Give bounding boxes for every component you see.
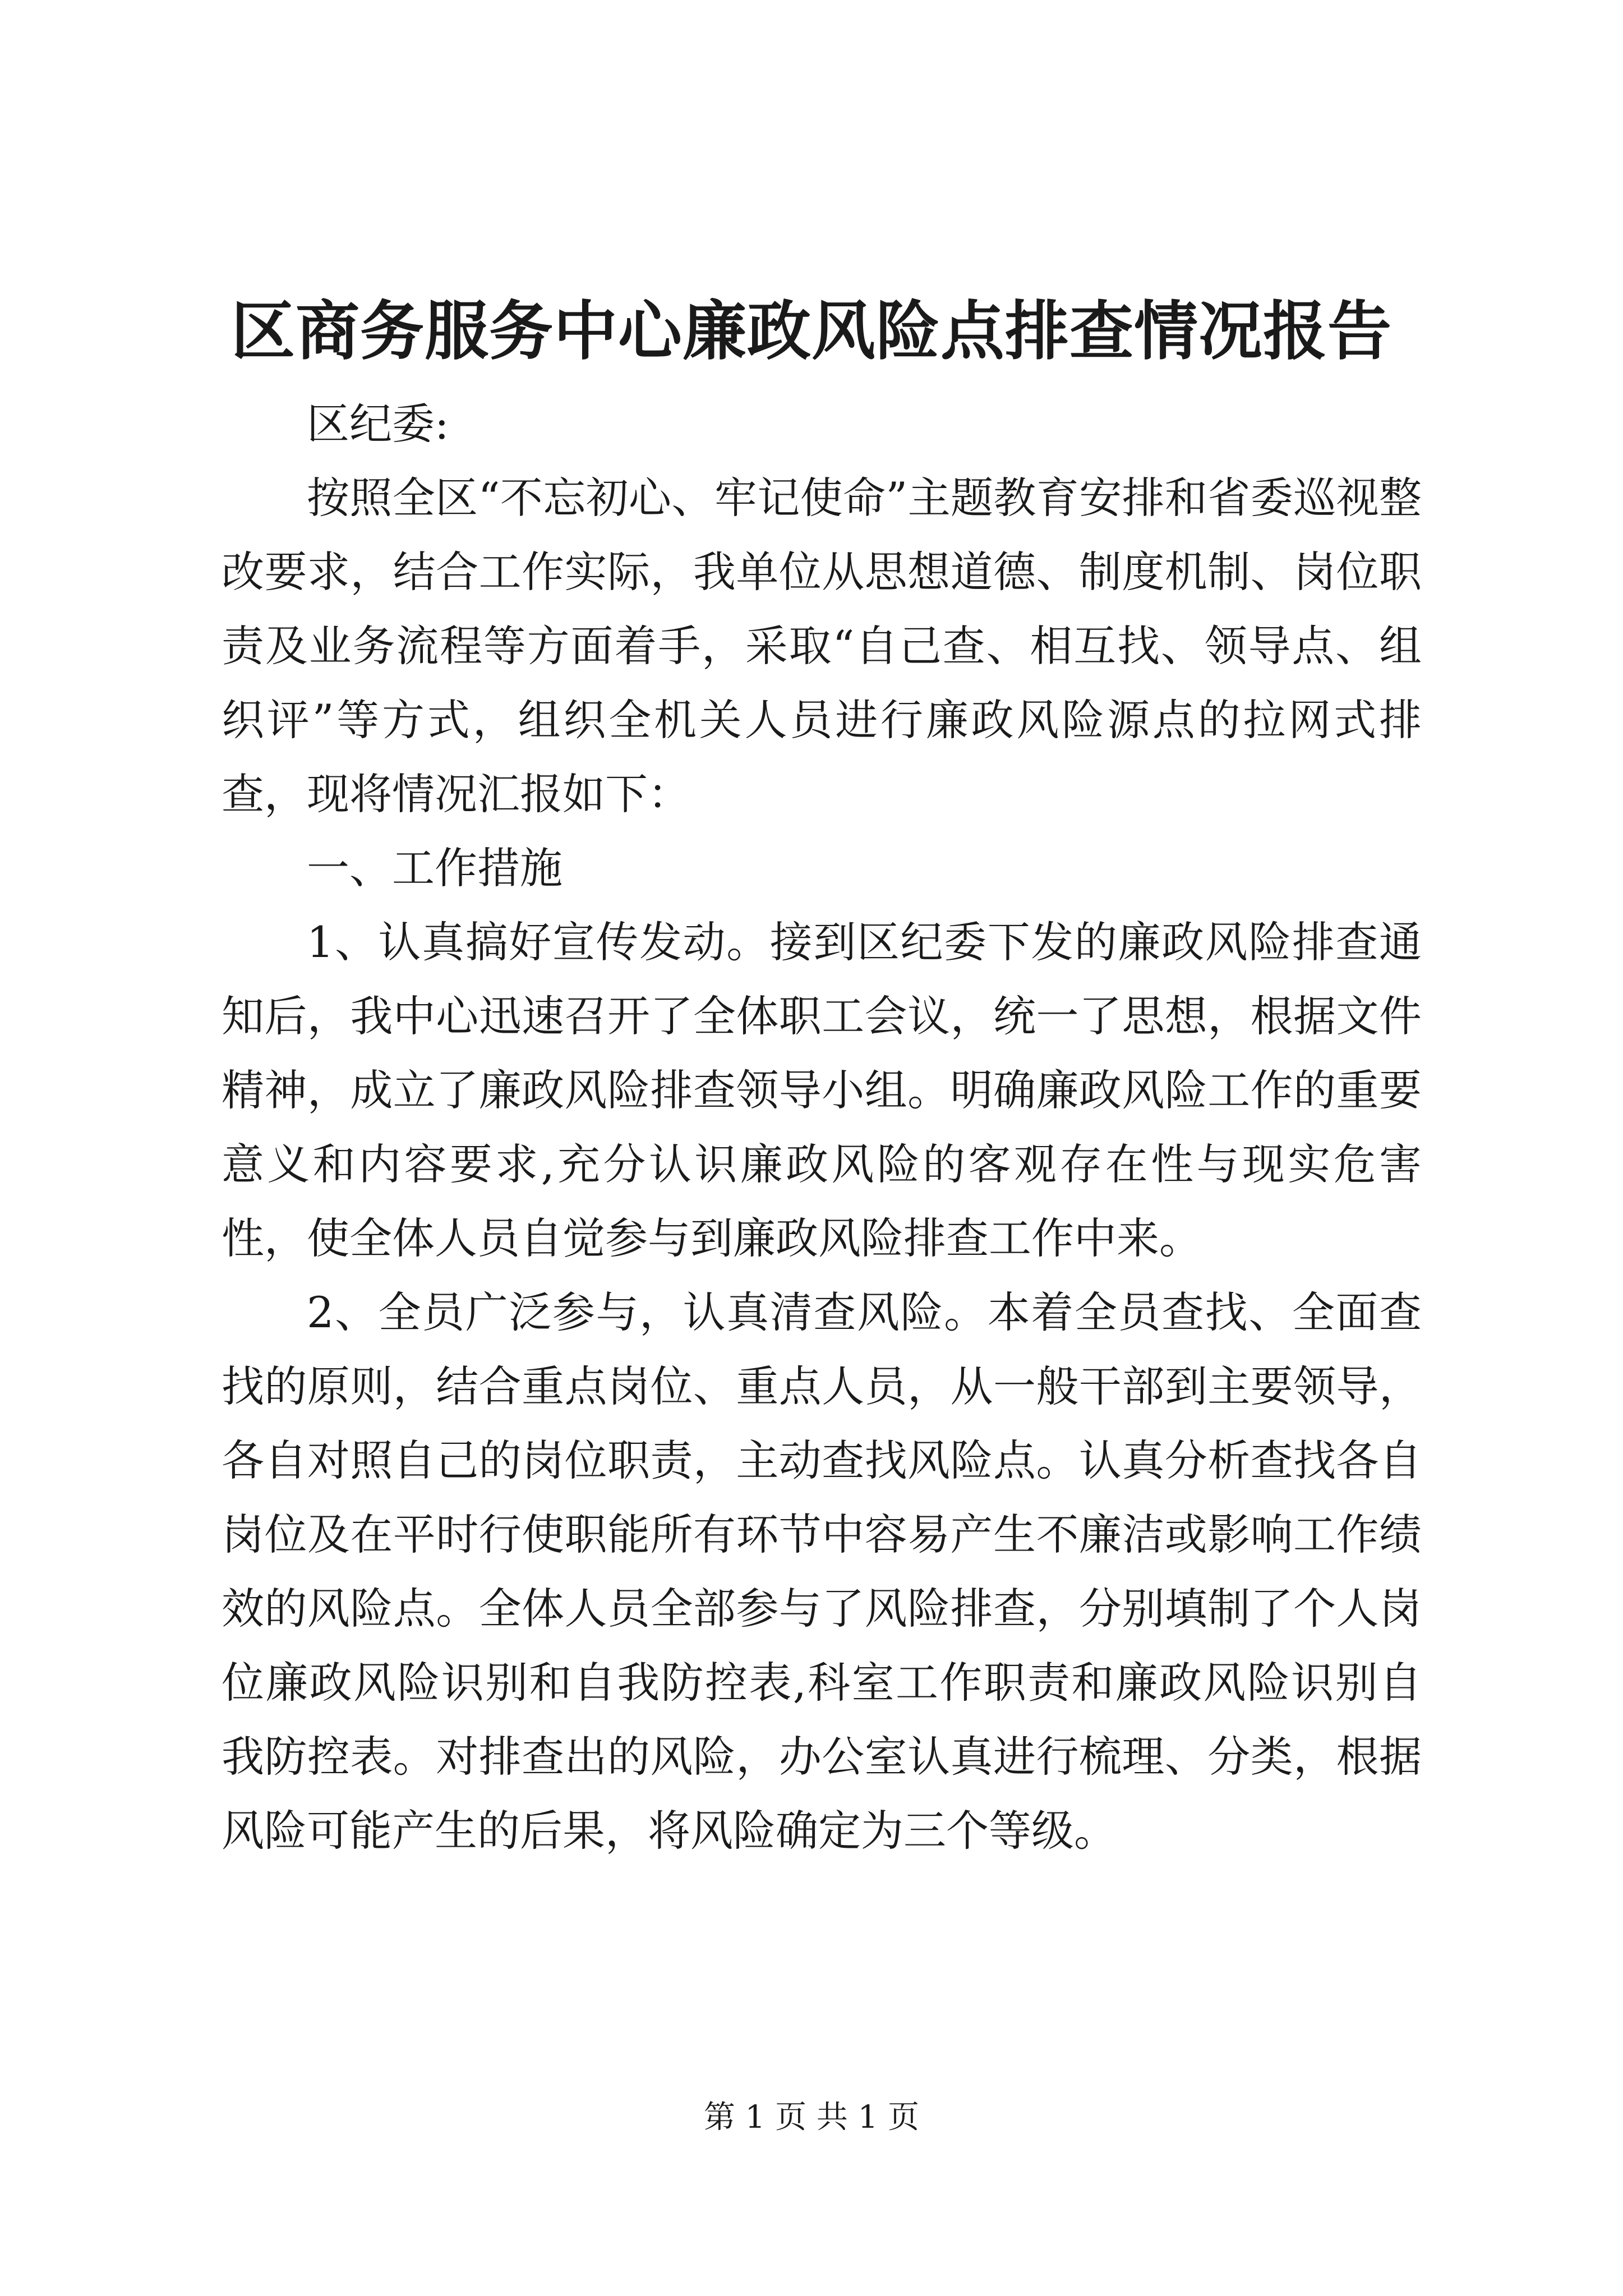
- measure-item-1: 1、认真搞好宣传发动。接到区纪委下发的廉政风险排查通知后，我中心迅速召开了全体职工会议，统一了思想，根据文件精神，成立了廉政风险排查领导小组。明确廉政风险工作的重要意义和内容要求,充分认识廉政风险的客观存在性与现实危害性，使全体人员自觉参与到廉政风险排查工作中来。: [222, 917, 1422, 1263]
- document-title: 区商务服务中心廉政风险点排查情况报告: [230, 293, 1392, 369]
- intro-paragraph: 按照全区“不忘初心、牢记使命”主题教育安排和省委巡视整改要求，结合工作实际，我单位从思想道德、制度机制、岗位职责及业务流程等方面着手，采取“自己查、相互找、领导点、组织评”等方式，组织全机关人员进行廉政风险源点的拉网式排查，现将情况汇报如下：: [222, 473, 1422, 819]
- document-body: [222, 387, 1422, 1868]
- salutation: 区纪委:: [307, 399, 449, 449]
- page-number: 第 1 页 共 1 页: [703, 2099, 920, 2136]
- section-heading: 一、工作措施: [307, 843, 562, 893]
- measure-item-2: 2、全员广泛参与，认真清查风险。本着全员查找、全面查找的原则，结合重点岗位、重点人员，从一般干部到主要领导，各自对照自己的岗位职责，主动查找风险点。认真分析查找各自岗位及在平时行使职能所有环节中容易产生不廉洁或影响工作绩效的风险点。全体人员全部参与了风险排查，分别填制了个人岗位廉政风险识别和自我防控表,科室工作职责和廉政风险识别自我防控表。对排查出的风险，办公室认真进行梳理、分类，根据风险可能产生的后果，将风险确定为三个等级。: [222, 1287, 1422, 1856]
